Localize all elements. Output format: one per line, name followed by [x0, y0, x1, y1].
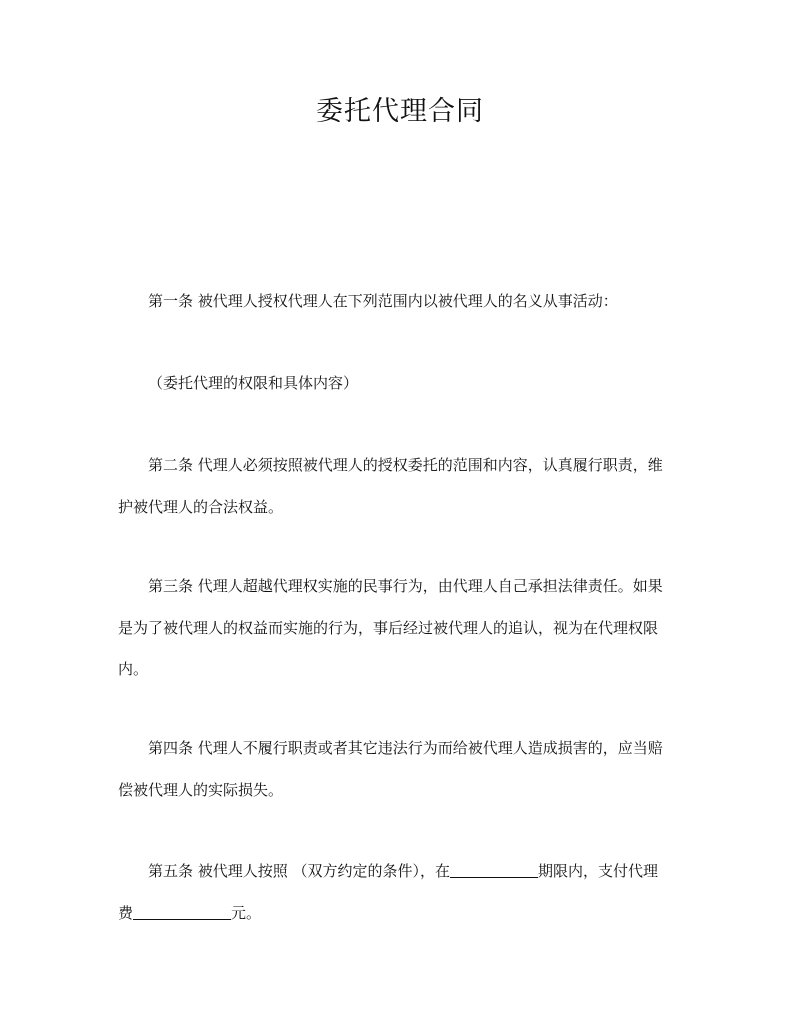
article-2-line-1: 第二条 代理人必须按照被代理人的授权委托的范围和内容，认真履行职责，维 — [148, 456, 663, 474]
article-5-text-c: 费 — [118, 904, 134, 922]
article-3-line-2: 是为了被代理人的权益而实施的行为，事后经过被代理人的追认，视为在代理权限 — [118, 619, 659, 637]
article-3-line-1: 第三条 代理人超越代理权实施的民事行为，由代理人自己承担法律责任。如果 — [148, 577, 663, 595]
fee-blank-field — [133, 901, 231, 920]
article-1-note: （委托代理的权限和具体内容） — [148, 374, 359, 392]
article-2-line-2: 护被代理人的合法权益。 — [118, 498, 284, 516]
article-1: 第一条 被代理人授权代理人在下列范围内以被代理人的名义从事活动： — [148, 292, 618, 310]
document-title: 委托代理合同 — [316, 96, 484, 127]
article-5-line-2 — [118, 894, 688, 932]
article-5-line-1 — [118, 852, 688, 890]
article-3-line-3: 内。 — [118, 660, 149, 678]
article-4-line-1: 第四条 代理人不履行职责或者其它违法行为而给被代理人造成损害的，应当赔 — [148, 739, 663, 757]
article-5-text-a: 第五条 被代理人按照 （双方约定的条件），在 — [148, 862, 451, 880]
period-blank-field — [450, 859, 538, 878]
article-4-line-2: 偿被代理人的实际损失。 — [118, 781, 284, 799]
article-5-text-d: 元。 — [231, 904, 262, 922]
article-5-text-b: 期限内，支付代理 — [538, 862, 659, 880]
